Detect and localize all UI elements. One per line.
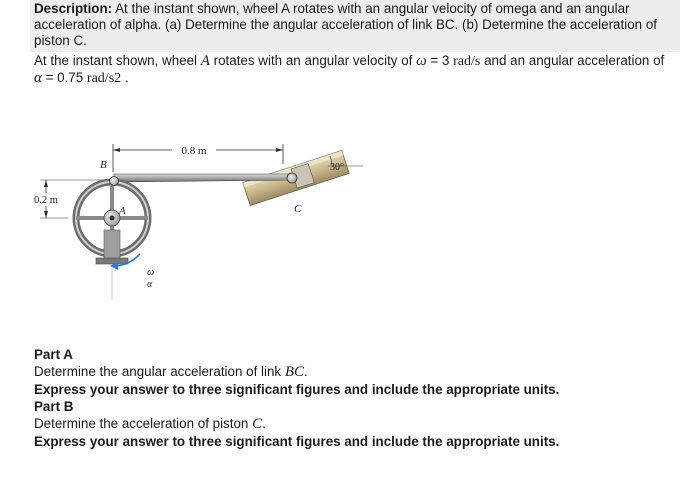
part-a-heading: Part A <box>34 347 73 362</box>
description-text: At the instant shown, wheel A rotates with an angular velocity of omega and an angular acceleration of alpha. (a) Determine the angular acceleration of link BC. (b) Determine the acceleration of piston C. <box>34 1 657 48</box>
part-b-heading: Part B <box>34 399 74 414</box>
question-parts <box>34 346 674 450</box>
given-wheel-var: A <box>200 53 210 69</box>
given-omega-symbol: ω <box>416 53 427 69</box>
label-a: A <box>119 205 126 217</box>
given-omega-unit: rad/s <box>453 54 481 69</box>
label-c: C <box>294 203 302 215</box>
mechanism-figure <box>28 130 368 310</box>
problem-description <box>34 1 674 49</box>
pin-c <box>287 173 297 183</box>
part-b-question-end: . <box>262 416 266 431</box>
part-a-instruction: Express your answer to three significant figures and include the appropriate units. <box>34 382 560 397</box>
given-alpha-symbol: α <box>34 70 42 86</box>
part-b-question-text: Determine the acceleration of piston <box>34 416 253 431</box>
part-a-question-end: . <box>304 364 308 379</box>
pin-b <box>110 177 119 186</box>
given-text-3: and an angular acceleration of <box>480 53 665 68</box>
angle-label: 30° <box>330 162 344 173</box>
part-a-question-text: Determine the angular acceleration of link <box>34 364 285 379</box>
given-text-2: rotates with an angular velocity of <box>209 53 417 68</box>
given-statement <box>34 53 674 87</box>
part-a-var: BC <box>284 364 305 380</box>
part-a-question <box>34 363 674 381</box>
given-text-4: . <box>121 70 129 85</box>
part-b-question <box>34 415 674 433</box>
label-omega: ω <box>147 267 155 278</box>
dim-0-8m-label: 0.8 m <box>181 145 207 157</box>
dim-0-2m-label: 0.2 m <box>34 195 58 206</box>
given-alpha-value: = 0.75 <box>41 70 87 85</box>
label-alpha: α <box>147 279 153 290</box>
part-b-instruction: Express your answer to three significant figures and include the appropriate units. <box>34 434 560 449</box>
wheel-a <box>76 177 148 301</box>
label-b: B <box>100 159 107 171</box>
given-text-1: At the instant shown, wheel <box>34 53 201 68</box>
description-label: Description: <box>34 1 113 16</box>
given-omega-value: = 3 <box>426 53 454 68</box>
part-b-var: C <box>252 416 263 432</box>
given-alpha-unit: rad/s2 <box>86 71 122 86</box>
dimension-0-8m <box>113 143 283 172</box>
